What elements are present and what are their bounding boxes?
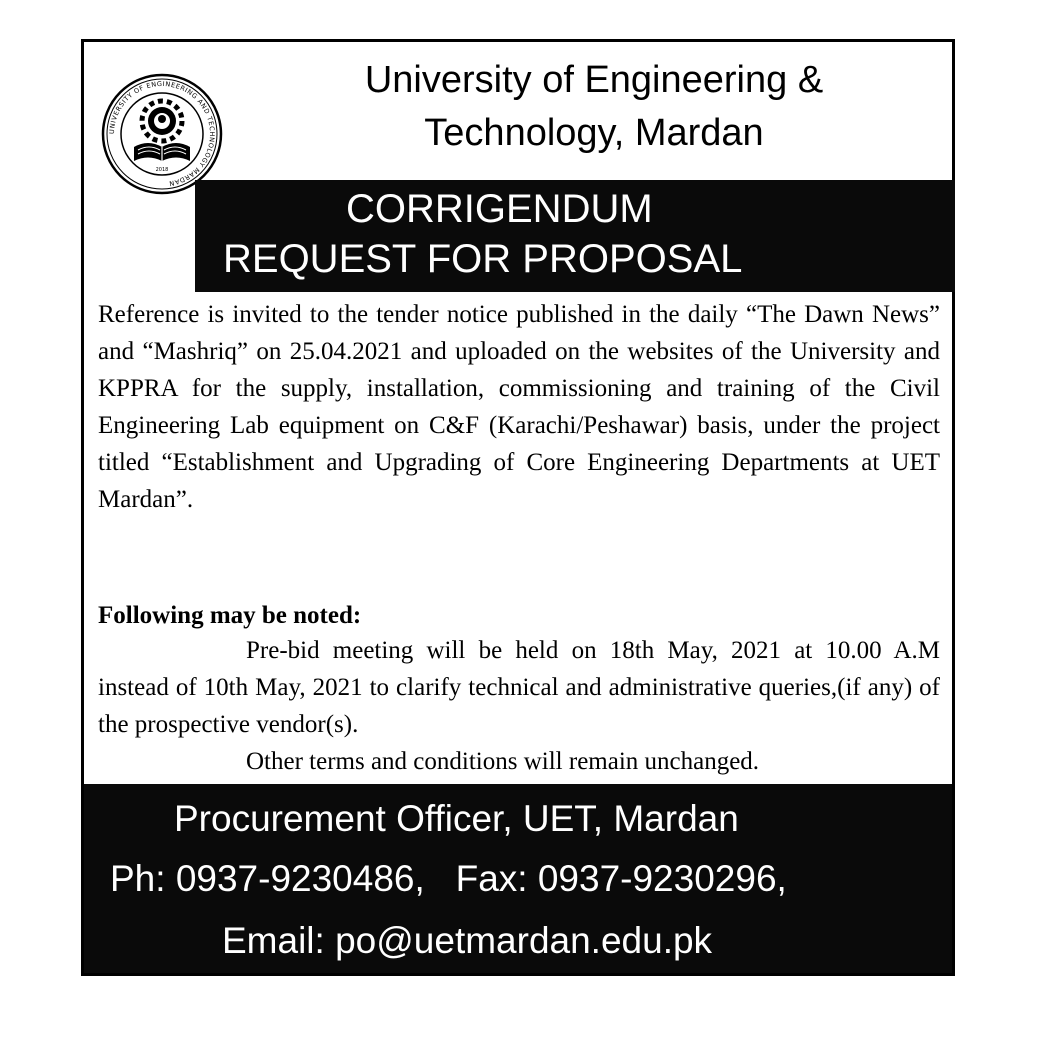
title-banner [195,180,955,292]
procurement-officer: Procurement Officer, UET, Mardan [174,798,739,839]
notes-body [98,632,940,780]
university-name [234,54,954,160]
notes-heading: Following may be noted: [98,602,362,629]
pre-bid-meeting-note: Pre-bid meeting will be held on 18th May, 2021 at 10.00 A.M instead of 10th May, 2021 to clarify technical and administrative queries,(if any) of the prospective vendor(s). [98,637,940,738]
tender-notice [81,39,955,976]
university-seal-icon [101,73,223,195]
contact-email: Email: po@uetmardan.edu.pk [222,920,713,961]
contact-footer [84,784,952,973]
rfp-title: REQUEST FOR PROPOSAL [223,237,743,281]
university-name-line2: Technology, Mardan [424,112,764,154]
notice-body [98,296,940,518]
terms-unchanged-note: Other terms and conditions will remain unchanged. [246,748,760,775]
svg-text:2018: 2018 [155,167,169,173]
university-name-line1: University of Engineering & [364,59,824,101]
corrigendum-title: CORRIGENDUM [346,187,653,231]
svg-text:UNIVERSITY OF ENGINEERING AND: UNIVERSITY OF ENGINEERING AND TECHNOLOGY MARDAN [107,79,217,188]
reference-paragraph: Reference is invited to the tender notice published in the daily “The Dawn News” and “Mashriq” on 25.04.2021 and uploaded on the websites of the University and KPPRA for the supply, installation, commissioning and training of the Civil Engineering Lab equipment on C&F (Karachi/Peshawar) basis, under the project titled “Establishment and Upgrading of Core Engineering Departments at UET Mardan”. [98,301,940,513]
phone-fax: Ph: 0937-9230486, Fax: 0937-9230296, [110,858,787,899]
